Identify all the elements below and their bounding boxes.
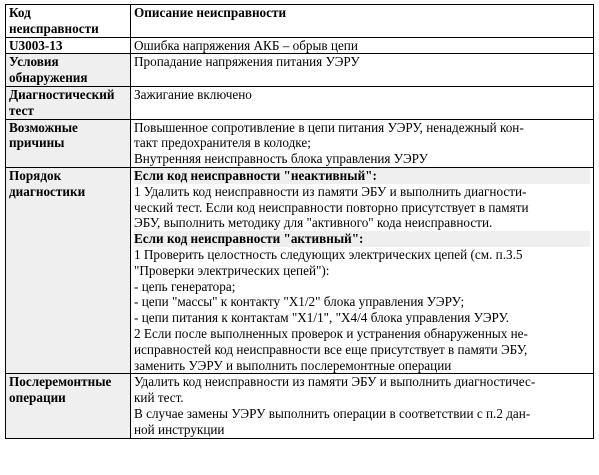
active-step-line: 1 Проверить целостность следующих электрических цепей (см. п.3.5	[134, 246, 523, 262]
diag-test-value: Зажигание включено	[131, 86, 594, 119]
procedure-row	[6, 167, 594, 373]
code-row	[6, 37, 594, 54]
causes-label-line1: Возможные	[9, 119, 78, 135]
causes-label-line2: причины	[9, 135, 65, 151]
post-repair-value	[131, 374, 594, 438]
procedure-label	[6, 167, 131, 373]
inactive-step-line: ческий тест. Если код неисправности повторно присутствует в памяти	[134, 199, 529, 215]
desc-header-cell: Описание неисправности	[131, 5, 594, 38]
active-step-line: - цепи "массы" к контакту "Х1/2" блока управления УЭРУ;	[134, 294, 465, 310]
fault-table	[5, 4, 594, 439]
code-description: Ошибка напряжения АКБ – обрыв цепи	[131, 37, 594, 54]
post-repair-row	[6, 374, 594, 438]
post-repair-line: Удалить код неисправности из памяти ЭБУ и выполнить диагностичес-	[134, 374, 536, 390]
post-repair-line: В случае замены УЭРУ выполнить операции в соответствии с п.2 дан-	[134, 405, 531, 421]
active-step-line: - цепи питания к контактам "Х1/1", "Х4/4 блока управления УЭРУ.	[134, 310, 510, 326]
active-step-line: заменить УЭРУ и выполнить послеремонтные операции	[134, 357, 452, 373]
inactive-step-line: ЭБУ, выполнить методику для "активного" кода неисправности.	[134, 215, 493, 231]
conditions-label	[6, 54, 131, 87]
post-repair-label-line1: Послеремонтные	[9, 374, 112, 390]
code-header-line2: неисправности	[9, 20, 99, 36]
inactive-step-line: 1 Удалить код неисправности из памяти ЭБУ и выполнить диагности-	[134, 183, 527, 199]
causes-label	[6, 119, 131, 167]
causes-line: Внутренняя неисправность блока управления УЭРУ	[134, 151, 429, 167]
conditions-value: Пропадание напряжения питания УЭРУ	[131, 54, 594, 87]
diag-test-row	[6, 86, 594, 119]
procedure-label-line1: Порядок	[9, 167, 62, 183]
active-step-line: - цепь генератора;	[134, 278, 236, 294]
post-repair-line: ной инструкции	[134, 421, 225, 437]
code-value-label: U3003-13	[6, 37, 131, 54]
active-step-line: 2 Если после выполненных проверок и устранения обнаруженных не-	[134, 325, 528, 341]
conditions-label-line2: обнаружения	[9, 70, 88, 86]
causes-value	[131, 119, 594, 167]
procedure-label-line2: диагностики	[9, 183, 86, 199]
post-repair-line: кий тест.	[134, 390, 184, 406]
procedure-value	[131, 167, 594, 373]
active-step-line: исправностей код неисправности все еще присутствует в памяти ЭБУ,	[134, 341, 528, 357]
inactive-code-title: Если код неисправности "неактивный":	[134, 168, 590, 184]
causes-row	[6, 119, 594, 167]
conditions-label-line1: Условия	[9, 54, 59, 70]
diag-test-label-line2: тест	[9, 102, 34, 118]
active-step-line: "Проверки электрических цепей"):	[134, 262, 330, 278]
header-row	[6, 5, 594, 38]
causes-line: Повышенное сопротивление в цепи питания УЭРУ, ненадежный кон-	[134, 119, 524, 135]
active-code-title: Если код неисправности "активный":	[134, 231, 590, 247]
post-repair-label	[6, 374, 131, 438]
diag-test-label-line1: Диагностический	[9, 86, 115, 102]
causes-line: такт предохранителя в колодке;	[134, 135, 311, 151]
diag-test-label	[6, 86, 131, 119]
post-repair-label-line2: операции	[9, 390, 66, 406]
conditions-row	[6, 54, 594, 87]
code-header-line1: Код	[9, 5, 31, 20]
code-header-cell	[6, 5, 131, 38]
